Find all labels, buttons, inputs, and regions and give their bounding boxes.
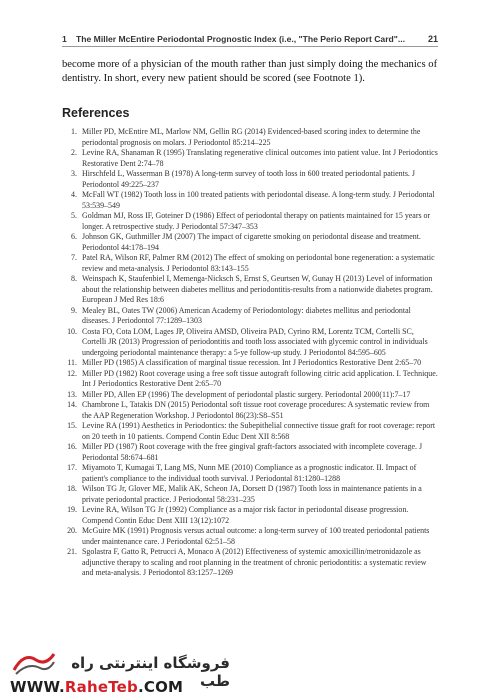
references-list — [62, 127, 438, 579]
references-heading: References — [62, 106, 130, 120]
reference-item — [62, 232, 438, 253]
watermark-url — [10, 678, 183, 696]
reference-text: Miyamoto T, Kumagai T, Lang MS, Nunn ME (2010) Compliance as a prognostic indicator. II. Impact of patient's compliance to the individual tooth survival. J Periodontal 81:1280–1288 — [82, 463, 417, 483]
reference-text: McFall WT (1982) Tooth loss in 100 treated patients with periodontal disease. A long-term study. J Periodontal 53:539–549 — [82, 190, 435, 210]
reference-number: 14. — [67, 400, 77, 409]
reference-text: Sgolastra F, Gatto R, Petrucci A, Monaco A (2012) Effectiveness of systemic amoxicillin/metronidazole as adjunctive therapy to scaling and root planning in the treatment of chronic periodontitis: a systematic review and meta-analysis. J Periodontol 83:1257–1269 — [82, 547, 427, 577]
reference-number: 20. — [67, 526, 77, 535]
reference-number: 12. — [67, 368, 77, 378]
reference-text: McGuire MK (1991) Prognosis versus actual outcome: a long-term survey of 100 treated periodontal patients under maintenance care. J Periodontal 62:51–58 — [82, 526, 430, 546]
reference-text: Miller PD (1985) A classification of marginal tissue recession. Int J Periodontics Restorative Dent 2:65–70 — [82, 358, 422, 367]
reference-text: Goldman MJ, Ross IF, Goteiner D (1986) Effect of periodontal therapy on patients maintained for 15 years or longer. A retrospective study. J Periodontal 57:347–353 — [82, 211, 431, 231]
watermark-logo-icon — [12, 650, 56, 676]
reference-item — [62, 358, 438, 369]
reference-text: Miller PD (1982) Root coverage using a free soft tissue autograft following citric acid application. I. Technique. Int J Periodontics Restorative Dent 2:65–70 — [82, 368, 438, 388]
reference-number: 1. — [71, 127, 77, 136]
reference-item — [62, 390, 438, 401]
reference-text: Costa FO, Cota LOM, Lages JP, Oliveira AMSD, Oliveira PAD, Cyrino RM, Lorentz TCM, Cortelli SC, Cortelli JR (2013) Progression of periodontitis and tooth loss associated with glycemic control in individuals undergoing periodontal maintenance therapy: a 5-ye follow-up study. J Periodontol 84:595–605 — [82, 326, 428, 357]
reference-item — [62, 421, 438, 442]
reference-text: Johnson GK, Guthmiller JM (2007) The impact of cigarette smoking on periodontal disease and treatment. Periodontol 44:178–194 — [82, 232, 421, 252]
reference-number: 2. — [71, 148, 77, 157]
watermark — [0, 640, 230, 698]
reference-item — [62, 400, 438, 421]
reference-number: 21. — [67, 547, 77, 556]
reference-number: 6. — [71, 232, 77, 241]
page-number: 21 — [427, 34, 438, 44]
reference-item — [62, 127, 438, 148]
reference-item — [62, 547, 438, 579]
intro-paragraph: become more of a physician of the mouth rather than just simply doing the mechanics of dentistry. In short, every new patient should be scored (see Footnote 1). — [62, 59, 438, 84]
reference-number: 15. — [67, 421, 77, 430]
reference-number: 13. — [67, 389, 77, 399]
reference-item — [62, 148, 438, 169]
reference-number: 19. — [67, 505, 77, 514]
reference-item — [62, 274, 438, 306]
running-title: The Miller McEntire Periodontal Prognostic Index (i.e., "The Perio Report Card"... — [76, 34, 406, 44]
reference-text: Levine RA, Wilson TG Jr (1992) Compliance as a major risk factor in periodontal disease progression. Compend Contin Educ Dent XIII 13(12):1072 — [82, 505, 409, 525]
reference-text: Wilson TG Jr, Glover ME, Malik AK, Scheon JA, Dorsett D (1987) Tooth loss in maintenance patients in a private periodontal practice. J Periodontal 58:231–235 — [82, 484, 422, 504]
reference-text: Weinspach K, Staufenbiel I, Memenga-Nicksch S, Ernst S, Geurtsen W, Gunay H (2013) Level of information about the relationship between diabetes mellitus and periodontitis-results from a nationwide diabetes program. European J Med Res 18:6 — [82, 274, 433, 304]
reference-number: 18. — [67, 484, 77, 493]
watermark-url-prefix: WWW. — [10, 678, 65, 696]
reference-item — [62, 211, 438, 232]
reference-text: Miller PD, Allen EP (1996) The development of periodontal plastic surgery. Periodontal 2000(11):7–17 — [82, 389, 411, 399]
reference-number: 4. — [71, 190, 77, 199]
header-divider — [62, 46, 438, 47]
reference-text: Chambrone L, Tatakis DN (2015) Periodontal soft tissue root coverage procedures: A systematic review from the AAP Regeneration Workshop. J Periodontol 86(23):S8–S51 — [82, 400, 430, 420]
reference-text: Patel RA, Wilson RF, Palmer RM (2012) The effect of smoking on periodontal bone regeneration: a systematic review and meta-analysis. J Periodontol 83:143–155 — [82, 253, 435, 273]
reference-item — [62, 253, 438, 274]
reference-number: 8. — [71, 274, 77, 283]
reference-number: 16. — [67, 442, 77, 451]
chapter-number: 1 — [62, 34, 67, 44]
reference-item — [62, 484, 438, 505]
reference-item — [62, 463, 438, 484]
reference-number: 11. — [67, 358, 77, 367]
watermark-persian-text: فروشگاه اینترنتی راه طب — [71, 654, 230, 690]
reference-number: 10. — [67, 326, 77, 336]
reference-text: Miller PD, McEntire ML, Marlow NM, Gellin RG (2014) Evidenced-based scoring index to determine the periodontal prognosis on molars. J Periodontol 85:214–225 — [82, 127, 421, 147]
reference-number: 17. — [67, 463, 77, 472]
reference-text: Miller PD (1987) Root coverage with the free gingival graft-factors associated with incomplete coverage. J Periodontal 58:674–681 — [82, 442, 423, 462]
reference-text: Levine RA, Shanaman R (1995) Translating regenerative clinical outcomes into patient value. Int J Periodontics Restorative Dent 2:74–78 — [82, 148, 438, 168]
reference-text: Mealey BL, Oates TW (2006) American Academy of Periodontology: diabetes mellitus and periodontal diseases. J Periodontol 77:1289–1303 — [82, 305, 411, 325]
reference-item — [62, 190, 438, 211]
watermark-url-brand: RaheTeb — [64, 678, 138, 696]
reference-number: 5. — [71, 211, 77, 220]
reference-number: 9. — [71, 305, 77, 315]
reference-item — [62, 369, 438, 390]
reference-item — [62, 526, 438, 547]
reference-number: 3. — [71, 169, 77, 178]
reference-number: 7. — [71, 253, 77, 262]
reference-text: Hirschfeld L, Wasserman B (1978) A long-term survey of tooth loss in 600 treated periodontal patients. J Periodontol 49:225–237 — [82, 169, 415, 189]
reference-item — [62, 327, 438, 359]
watermark-url-suffix: .COM — [138, 678, 184, 696]
reference-text: Levine RA (1991) Aesthetics in Periodontics: the Subepithelial connective tissue graft for root coverage: report on 20 teeth in 10 patients. Compend Contin Educ Dent XII 8:568 — [82, 421, 436, 441]
reference-item — [62, 442, 438, 463]
reference-item — [62, 505, 438, 526]
reference-item — [62, 306, 438, 327]
reference-item — [62, 169, 438, 190]
